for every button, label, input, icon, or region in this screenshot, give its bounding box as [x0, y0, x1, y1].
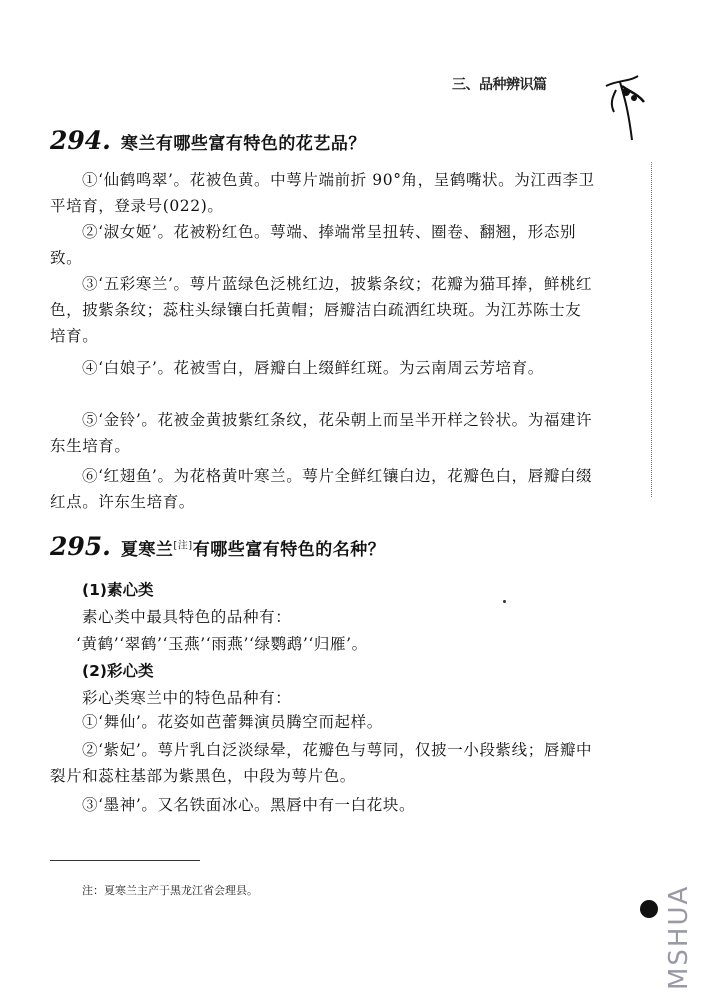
text-line: ‘黄鹤’‘翠鹤’‘玉燕’‘雨燕’‘绿鹦鹉’‘归雁’。: [76, 635, 368, 653]
question-294-heading: [50, 126, 366, 162]
title-part: 夏寒兰: [120, 540, 174, 560]
running-header: 三、品种辨识篇: [452, 77, 547, 93]
footnote-marker: [注]: [173, 540, 193, 552]
paragraph: ③‘五彩寒兰’。萼片蓝绿色泛桃红边，披紫条纹；花瓣为猫耳捧，鲜桃红色，披紫条纹；蕊柱头绿镶白托黄帽；唇瓣洁白疏洒红块斑。为江苏陈士友培育。: [50, 275, 593, 345]
subheading: (1)素心类: [82, 581, 154, 599]
paragraph: ⑤‘金铃’。花被金黄披紫红条纹，花朵朝上而呈半开样之铃状。为福建许东生培育。: [50, 411, 593, 455]
question-295-heading: [50, 532, 385, 568]
subheading: (2)彩心类: [82, 662, 154, 680]
text-line: 素心类中最具特色的品种有：: [82, 608, 292, 626]
page-marker-dot: [640, 900, 658, 918]
question-title: [121, 535, 385, 560]
orchid-ornament-icon: [598, 68, 648, 146]
question-number: 294.: [50, 126, 111, 155]
title-part: 有哪些富有特色的名种？: [192, 540, 386, 560]
paragraph: ②‘淑女姬’。花被粉红色。萼端、捧端常呈扭转、圈卷、翻翘，形态别致。: [50, 223, 577, 267]
paragraph: ⑥‘红翅鱼’。为花格黄叶寒兰。萼片全鲜红镶白边，花瓣色白，唇瓣白缀红点。许东生培育。: [50, 467, 593, 511]
paragraph: ④‘白娘子’。花被雪白，唇瓣白上缀鲜红斑。为云南周云芳培育。: [82, 359, 544, 377]
paragraph: ①‘舞仙’。花姿如芭蕾舞演员腾空而起样。: [82, 713, 383, 731]
scan-speck: [503, 600, 506, 603]
paragraph: ②‘紫妃’。萼片乳白泛淡绿晕，花瓣色与萼同，仅披一小段紫线；唇瓣中裂片和蕊柱基部为紫黑色，中段为萼片色。: [50, 741, 593, 785]
footnote: 注：夏寒兰主产于黑龙江省会理县。: [82, 884, 258, 897]
text-line: 彩心类寒兰中的特色品种有：: [82, 689, 292, 707]
margin-rule: [651, 162, 652, 497]
footnote-rule: [50, 860, 200, 861]
paragraph: ①‘仙鹤鸣翠’。花被色黄。中萼片端前折 90°角，呈鹤嘴状。为江西李卫平培育，登录号(022)。: [50, 171, 595, 215]
question-title: 寒兰有哪些富有特色的花艺品？: [120, 134, 366, 154]
question-number: 295.: [50, 532, 111, 561]
watermark: MSHUA: [664, 884, 694, 990]
paragraph: ③‘墨神’。又名铁面冰心。黑唇中有一白花块。: [82, 796, 416, 814]
